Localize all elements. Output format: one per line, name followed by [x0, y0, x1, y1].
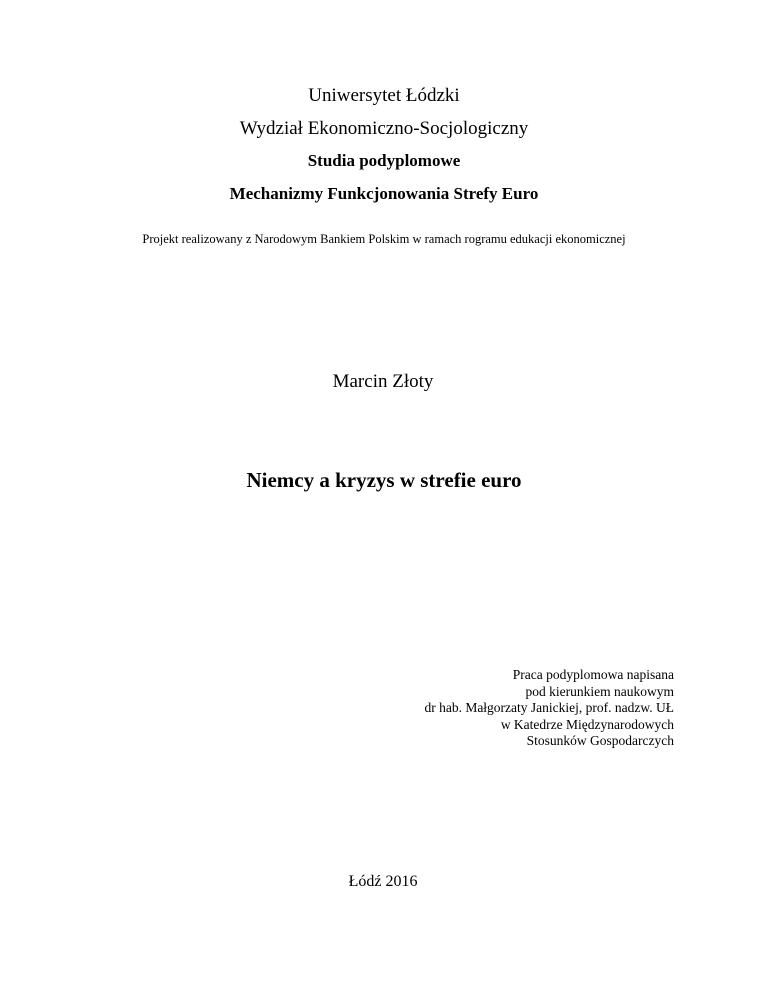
- supervision-block: [424, 667, 674, 750]
- university-name: Uniwersytet Łódzki: [308, 85, 460, 106]
- program-name: Mechanizmy Funkcjonowania Strefy Euro: [229, 184, 539, 203]
- thesis-title: Niemcy a kryzys w strefie euro: [246, 468, 522, 492]
- supervision-line-3: dr hab. Małgorzaty Janickiej, prof. nadzw. UŁ: [424, 700, 674, 715]
- project-note: Projekt realizowany z Narodowym Bankiem Polskim w ramach rogramu edukacji ekonomicznej: [142, 232, 626, 246]
- supervision-line-1: Praca podyplomowa napisana: [512, 667, 674, 682]
- supervision-line-5: Stosunków Gospodarczych: [526, 733, 674, 748]
- supervision-line-2: pod kierunkiem naukowym: [525, 683, 674, 699]
- author-name: Marcin Złoty: [332, 371, 434, 392]
- place-year: Łódź 2016: [348, 873, 418, 890]
- faculty-name: Wydział Ekonomiczno-Socjologiczny: [239, 118, 529, 139]
- supervision-line-4: w Katedrze Międzynarodowych: [500, 716, 674, 732]
- studies-type: Studia podyplomowe: [307, 151, 461, 170]
